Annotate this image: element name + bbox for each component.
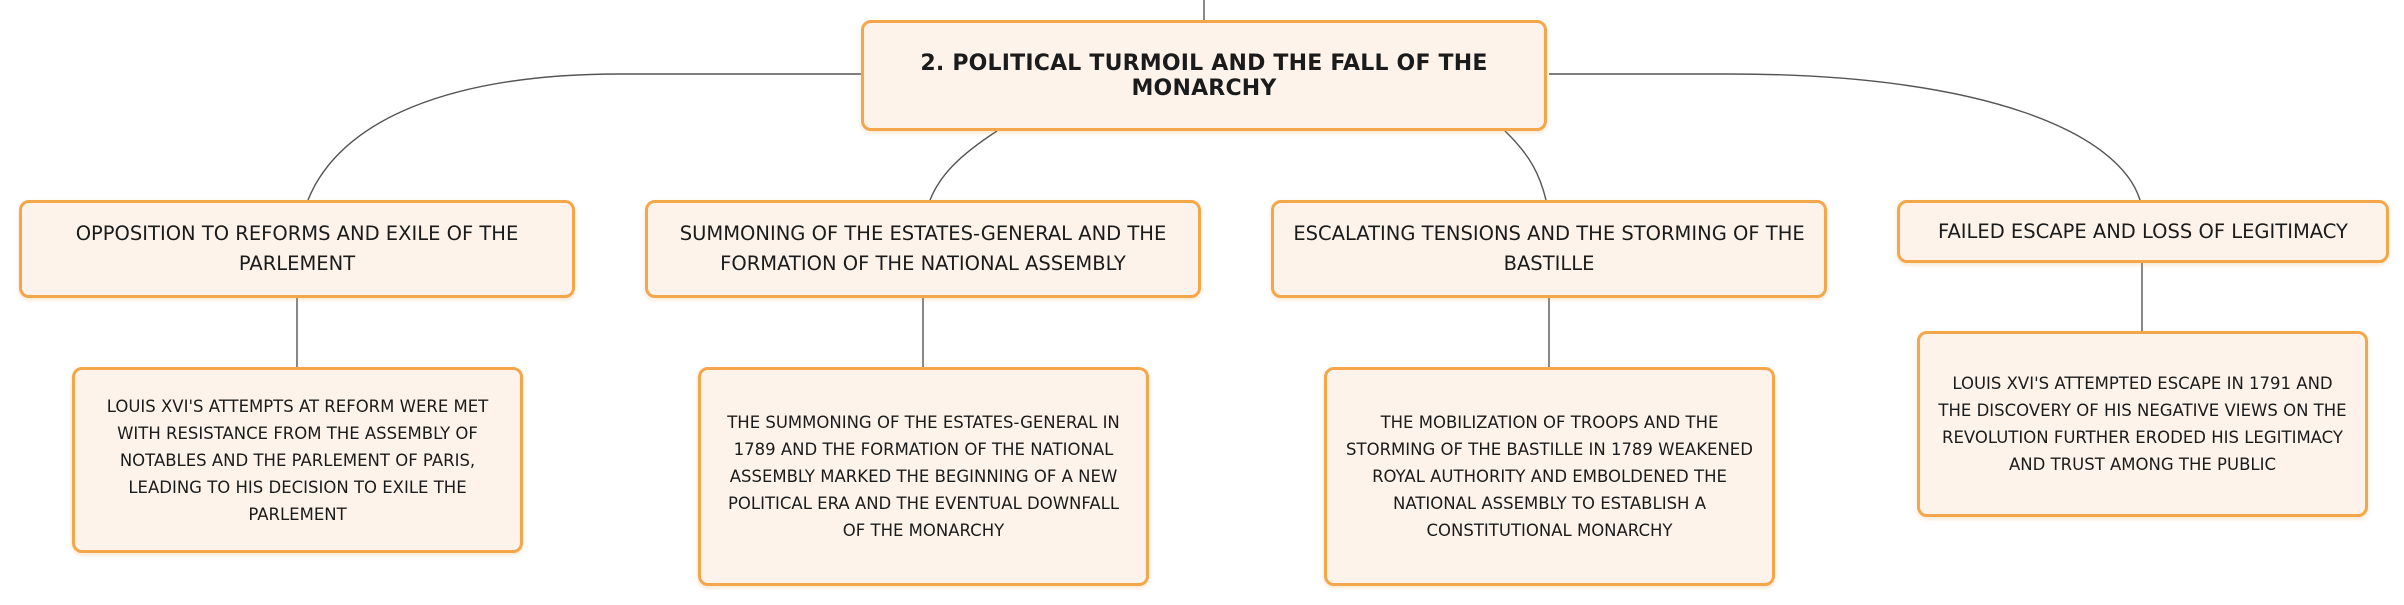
connector-root-branch-1	[308, 74, 864, 200]
branch-3-topic[interactable]	[1271, 200, 1827, 298]
branch-2-detail[interactable]	[698, 367, 1149, 586]
branch-1-detail[interactable]	[72, 367, 523, 553]
connector-root-branch-2	[930, 131, 997, 200]
branch-2-topic-label: SUMMONING OF THE ESTATES-GENERAL AND THE FORMATION OF THE NATIONAL ASSEMBLY	[679, 222, 1167, 275]
branch-1-detail-text: LOUIS XVI'S ATTEMPTS AT REFORM WERE MET WITH RESISTANCE FROM THE ASSEMBLY OF NOTABLES AND THE PARLEMENT OF PARIS, LEADING TO HIS DECISION TO EXILE THE PARLEMENT	[106, 396, 489, 524]
branch-4-detail[interactable]	[1917, 331, 2368, 517]
connector-root-branch-3	[1505, 131, 1546, 200]
branch-1-topic-label: OPPOSITION TO REFORMS AND EXILE OF THE PARLEMENT	[75, 222, 519, 275]
connector-root-branch-4	[1549, 74, 2140, 200]
branch-4-topic-label: FAILED ESCAPE AND LOSS OF LEGITIMACY	[1938, 219, 2348, 243]
branch-4-topic[interactable]	[1897, 200, 2389, 263]
branch-4-detail-text: LOUIS XVI'S ATTEMPTED ESCAPE IN 1791 AND THE DISCOVERY OF HIS NEGATIVE VIEWS ON THE REVOLUTION FURTHER ERODED HIS LEGITIMACY AND TRUST AMONG THE PUBLIC	[1938, 374, 2347, 474]
branch-3-detail[interactable]	[1324, 367, 1775, 586]
branch-2-topic[interactable]	[645, 200, 1201, 298]
branch-3-topic-label: ESCALATING TENSIONS AND THE STORMING OF THE BASTILLE	[1293, 222, 1805, 275]
branch-3-detail-text: THE MOBILIZATION OF TROOPS AND THE STORMING OF THE BASTILLE IN 1789 WEAKENED ROYAL AUTHORITY AND EMBOLDENED THE NATIONAL ASSEMBLY TO ESTABLISH A CONSTITUTIONAL MONARCHY	[1346, 413, 1753, 540]
branch-1-topic[interactable]	[19, 200, 575, 298]
root-topic-label: 2. POLITICAL TURMOIL AND THE FALL OF THE MONARCHY	[920, 50, 1488, 101]
branch-2-detail-text: THE SUMMONING OF THE ESTATES-GENERAL IN 1789 AND THE FORMATION OF THE NATIONAL ASSEMBLY MARKED THE BEGINNING OF A NEW POLITICAL ERA AND THE EVENTUAL DOWNFALL OF THE MONARCHY	[727, 413, 1120, 540]
root-topic[interactable]	[861, 20, 1547, 131]
